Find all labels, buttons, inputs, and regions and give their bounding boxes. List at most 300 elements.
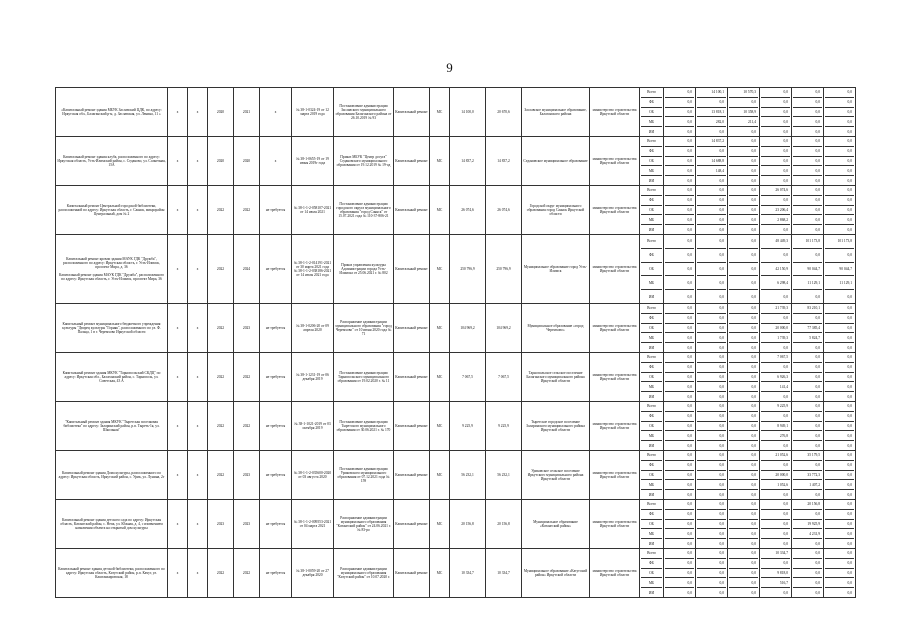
funding-amount: 0,0 [793, 489, 822, 499]
funding-amount: 4 231,9 [793, 528, 822, 538]
registration-cell: № 38-1-1-2-035600-2020 от 03 августа 2020 [292, 451, 334, 500]
funding-amount: 0,0 [761, 391, 790, 401]
funding-amount: 0,0 [793, 372, 822, 382]
funding-amount: 0,0 [761, 156, 790, 166]
funding-amount: 148,4 [697, 165, 726, 175]
objects-table [55, 87, 856, 598]
funding-source-label: Всего [647, 239, 656, 244]
funding-amount: 0,0 [729, 97, 758, 107]
ownership-cell: МС [430, 235, 450, 304]
funding-amount: 0,0 [751, 239, 756, 244]
funding-amount: 101 173,8 [837, 239, 852, 244]
funding-amount: 6 926,3 [761, 372, 790, 382]
funding-amount: 0,0 [761, 342, 790, 352]
customer-cell: Муниципальное образование «Катугский район» Иркутской области [522, 549, 590, 598]
funding-source-label: МБ [641, 165, 662, 175]
funding-source-label: ИИ [641, 538, 662, 548]
funding-amount: 0,0 [697, 558, 726, 568]
funding-amount: 0,0 [665, 342, 694, 352]
funding-source-label: ФБ [641, 146, 662, 156]
funding-amount: 83 210,1 [807, 306, 820, 311]
funding-amount: 0,0 [825, 577, 854, 587]
funding-source-label: ОБ [641, 205, 662, 215]
funding-amount: 0,0 [729, 248, 758, 262]
funding-amount: 0,0 [697, 577, 726, 587]
funding-amount: 0,0 [761, 224, 790, 234]
funding-amount: 0,0 [761, 509, 790, 519]
basis-document-cell: Постановление администрации городского округа муниципального образования "город Саянск" от 15.07.2021 года № 110-37-806-21 [334, 186, 394, 235]
expertise-cell: не требуется [260, 304, 292, 353]
funding-amount: 6 298,4 [761, 275, 790, 289]
funding-source-label: МБ [641, 214, 662, 224]
funding-amount: 0,0 [783, 139, 788, 144]
funding-amount: 0,0 [825, 313, 854, 323]
funding-amount: 0,0 [793, 342, 822, 352]
funding-amount: 10 358,9 [729, 107, 758, 117]
work-type-cell: Капитальный ремонт [394, 304, 430, 353]
funding-amount: 0,0 [665, 205, 694, 215]
funding-source-label: ОБ [641, 107, 662, 117]
funding-amount: 0,0 [719, 551, 724, 556]
funding-amount-column [664, 549, 696, 598]
funding-amount: 0,0 [793, 509, 822, 519]
funding-amount: 9 818,0 [761, 568, 790, 578]
funding-amount: 0,0 [729, 205, 758, 215]
funding-source-label: Всего [647, 139, 656, 144]
object-name-cell: "Капитальный ремонт здания МКУК "Тыретская поселковая библиотека" по адресу: Заларинский район, р.п. Тыреть-1я, ул. Школьная" [56, 402, 168, 451]
funding-source-label: ИИ [641, 489, 662, 499]
funding-source-label: Всего [647, 188, 656, 193]
end-year-cell: 2022 [234, 186, 260, 235]
funding-amount: 1 052,6 [761, 479, 790, 489]
funding-source-column [640, 500, 664, 549]
funding-amount: 0,0 [729, 411, 758, 421]
funding-amount: 0,0 [665, 538, 694, 548]
funding-amount: 0,0 [815, 139, 820, 144]
funding-amount: 0,0 [793, 248, 822, 262]
mark-cell-2: х [188, 137, 208, 186]
estimated-cost-cell: 26 074,6 [450, 186, 486, 235]
funding-source-label: Всего [647, 306, 656, 311]
funding-amount: 0,0 [825, 156, 854, 166]
work-type-cell: Капитальный ремонт [394, 451, 430, 500]
basis-document-cell: Постановление администрации Заславского муниципального образования Балаганского района от 26.10.2019 № 93 [334, 88, 394, 137]
table-row [56, 451, 856, 500]
funding-amount: 20 000,0 [761, 323, 790, 333]
mark-cell-2: х [188, 451, 208, 500]
funding-amount: 0,0 [729, 519, 758, 529]
funding-amount: 0,0 [729, 391, 758, 401]
funding-amount: 0,0 [793, 214, 822, 224]
funding-amount: 0,0 [665, 289, 694, 303]
funding-amount: 0,0 [793, 313, 822, 323]
funding-amount-column [760, 137, 792, 186]
work-type-cell: Капитальный ремонт [394, 186, 430, 235]
funding-amount: 21 052,6 [775, 453, 788, 458]
funding-source-label: ИИ [641, 440, 662, 450]
work-type-cell: Капитальный ремонт [394, 88, 430, 137]
funding-amount: 0,0 [665, 479, 694, 489]
funding-amount: 0,0 [729, 224, 758, 234]
funding-amount: 0,0 [665, 248, 694, 262]
funding-amount-column [760, 402, 792, 451]
funding-amount: 0,0 [729, 313, 758, 323]
funding-amount-column [824, 88, 856, 137]
basis-document-cell: Постановление администрации Уриковского муниципального образования от 07.12.2021 года № 159 [334, 451, 394, 500]
table-row [56, 353, 856, 402]
start-year-cell: 2022 [208, 304, 234, 353]
customer-cell: Седановское муниципальное образование [522, 137, 590, 186]
funding-amount-column [728, 353, 760, 402]
total-cost-cell: 26 074,6 [486, 186, 522, 235]
funding-source-label: МБ [641, 275, 662, 289]
funding-amount-column [824, 402, 856, 451]
funding-amount: 0,0 [793, 460, 822, 470]
start-year-cell: 2022 [208, 402, 234, 451]
funding-amount: 0,0 [793, 146, 822, 156]
funding-amount: 0,0 [793, 568, 822, 578]
total-cost-cell: 250 796,9 [486, 235, 522, 304]
mark-cell-2: х [188, 88, 208, 137]
funding-source-label: ФБ [641, 509, 662, 519]
funding-amount: 0,0 [697, 248, 726, 262]
registration-cell: № 38-1-1-2-058107-2021 от 14 июля 2021 [292, 186, 334, 235]
funding-amount: 0,0 [847, 355, 852, 360]
funding-source-column [640, 353, 664, 402]
funding-amount: 0,0 [793, 587, 822, 597]
funding-amount: 0,0 [697, 289, 726, 303]
mark-cell-1: х [168, 500, 188, 549]
funding-amount: 0,0 [825, 205, 854, 215]
funding-amount: 0,0 [825, 479, 854, 489]
mark-cell-2: х [188, 304, 208, 353]
funding-amount-column [696, 304, 728, 353]
funding-amount: 0,0 [697, 214, 726, 224]
end-year-cell: 2022 [234, 549, 260, 598]
funding-amount: 0,0 [719, 404, 724, 409]
funding-amount: 7 067,5 [777, 355, 788, 360]
funding-amount: 0,0 [847, 502, 852, 507]
funding-source-label: ФБ [641, 97, 662, 107]
work-type-cell: Капитальный ремонт [394, 402, 430, 451]
funding-amount: 0,0 [665, 528, 694, 538]
funding-amount-column [728, 304, 760, 353]
funding-amount: 5 824,7 [793, 332, 822, 342]
funding-amount: 0,0 [665, 577, 694, 587]
funding-amount-column [696, 549, 728, 598]
funding-amount: 0,0 [825, 411, 854, 421]
funding-amount: 0,0 [825, 519, 854, 529]
total-cost-cell: 7 067,5 [486, 353, 522, 402]
funding-amount: 20 000,0 [761, 470, 790, 480]
funding-amount: 0,0 [751, 355, 756, 360]
funding-amount: 0,0 [665, 391, 694, 401]
funding-amount: 0,0 [847, 404, 852, 409]
funding-amount-column [792, 304, 824, 353]
funding-amount: 0,0 [793, 205, 822, 215]
funding-amount: 0,0 [665, 421, 694, 431]
mark-cell-1: х [168, 353, 188, 402]
funding-amount: 14 837,2 [711, 139, 724, 144]
funding-amount-column [760, 235, 792, 304]
funding-amount: 0,0 [697, 489, 726, 499]
funding-amount: 0,0 [825, 528, 854, 538]
funding-amount: 0,0 [793, 440, 822, 450]
funding-amount: 0,0 [687, 239, 692, 244]
funding-amount: 0,0 [665, 460, 694, 470]
registration-cell: № 38-1-1-2-009553-2021 от 04 марта 2021 [292, 500, 334, 549]
funding-amount: 0,0 [761, 528, 790, 538]
funding-amount: 14 100,1 [711, 90, 724, 95]
table-body [56, 88, 856, 598]
funding-amount: 0,0 [793, 421, 822, 431]
basis-document-cell: Приказ управления культуры Администрации города Усть-Илимска от 25.06.2021 г. № 802 [334, 235, 394, 304]
funding-amount-column [792, 500, 824, 549]
end-year-cell: 2022 [234, 402, 260, 451]
funding-amount: 0,0 [687, 551, 692, 556]
funding-amount-column [696, 500, 728, 549]
funding-amount: 0,0 [719, 355, 724, 360]
funding-amount: 0,0 [697, 205, 726, 215]
funding-amount-column [728, 137, 760, 186]
funding-amount-column [760, 451, 792, 500]
start-year-cell: 2020 [208, 137, 234, 186]
funding-amount: 0,0 [697, 97, 726, 107]
funding-amount: 0,0 [793, 107, 822, 117]
funding-amount: 0,0 [761, 116, 790, 126]
mark-cell-1: х [168, 137, 188, 186]
mark-cell-1: х [168, 304, 188, 353]
mark-cell-1: х [168, 88, 188, 137]
funding-amount-column [728, 500, 760, 549]
funding-source-label: МБ [641, 332, 662, 342]
funding-amount: 0,0 [793, 289, 822, 303]
total-cost-cell: 9 225,9 [486, 402, 522, 451]
funding-amount: 0,0 [665, 214, 694, 224]
funding-amount: 0,0 [697, 587, 726, 597]
funding-amount: 0,0 [697, 195, 726, 205]
funding-amount: 0,0 [665, 107, 694, 117]
funding-amount: 48 449,3 [775, 239, 788, 244]
funding-amount: 0,0 [825, 430, 854, 440]
funding-amount: 0,0 [665, 313, 694, 323]
estimated-cost-cell: 250 796,9 [450, 235, 486, 304]
funding-amount-column [824, 451, 856, 500]
funding-amount: 0,0 [761, 519, 790, 529]
funding-amount: 0,0 [825, 116, 854, 126]
funding-amount: 0,0 [761, 289, 790, 303]
funding-amount: 0,0 [697, 332, 726, 342]
funding-amount-column [792, 137, 824, 186]
funding-amount: 0,0 [825, 342, 854, 352]
funding-amount: 11 129,1 [793, 275, 822, 289]
table-row [56, 88, 856, 137]
estimated-cost-cell: 14 100,0 [450, 88, 486, 137]
funding-amount: 77 385,4 [793, 323, 822, 333]
funding-source-label: ФБ [641, 248, 662, 262]
funding-amount-column [664, 235, 696, 304]
estimated-cost-cell: 9 225,9 [450, 402, 486, 451]
end-year-cell: 2024 [234, 235, 260, 304]
funding-amount-column [792, 353, 824, 402]
funding-amount: 0,0 [697, 391, 726, 401]
funding-amount: 0,0 [793, 391, 822, 401]
object-name-cell: Капитальный ремонт здания МКУК "Тарнопольский СКДЦ" по адресу: Иркутская обл., Балаганский район, с. Тарнополь, ул. Советская, 43 А [56, 353, 168, 402]
funding-amount: 21 739,3 [775, 306, 788, 311]
ownership-cell: МС [430, 186, 450, 235]
funding-source-label: ИИ [641, 289, 662, 303]
funding-source-label: ОБ [641, 323, 662, 333]
funding-amount: 0,0 [729, 214, 758, 224]
mark-cell-1: х [168, 451, 188, 500]
funding-amount: 90 044,7 [793, 262, 822, 276]
funding-amount: 0,0 [825, 195, 854, 205]
estimated-cost-cell: 56 232,1 [450, 451, 486, 500]
funding-amount-column [824, 549, 856, 598]
funding-source-column [640, 549, 664, 598]
funding-amount: 0,0 [665, 156, 694, 166]
funding-amount: 0,0 [697, 519, 726, 529]
funding-amount: 0,0 [729, 195, 758, 205]
funding-amount: 0,0 [729, 175, 758, 185]
funding-amount-column [824, 304, 856, 353]
funding-amount: 0,0 [665, 116, 694, 126]
funding-amount-column [664, 88, 696, 137]
funding-amount: 0,0 [793, 430, 822, 440]
funding-amount: 0,0 [729, 146, 758, 156]
funding-amount-column [664, 451, 696, 500]
funding-source-label: Всего [647, 502, 656, 507]
funding-amount: 0,0 [729, 126, 758, 136]
funding-amount: 0,0 [665, 195, 694, 205]
funding-amount: 0,0 [793, 156, 822, 166]
funding-amount-column [664, 186, 696, 235]
funding-source-label: Всего [647, 404, 656, 409]
funding-amount: 0,0 [687, 404, 692, 409]
funding-amount: 0,0 [729, 323, 758, 333]
funding-amount: 0,0 [719, 502, 724, 507]
funding-source-label: Всего [647, 453, 656, 458]
work-type-cell: Капитальный ремонт [394, 500, 430, 549]
funding-amount: 0,0 [793, 558, 822, 568]
funding-amount: 0,0 [761, 126, 790, 136]
funding-amount: 0,0 [793, 165, 822, 175]
funding-source-label: ИИ [641, 126, 662, 136]
funding-amount: 0,0 [793, 175, 822, 185]
funding-amount: 101 173,8 [805, 239, 820, 244]
end-year-cell: 2020 [234, 137, 260, 186]
funding-amount: 0,0 [729, 332, 758, 342]
funding-source-column [640, 451, 664, 500]
funding-amount: 0,0 [825, 146, 854, 156]
funding-amount: 0,0 [697, 362, 726, 372]
mark-cell-1: х [168, 186, 188, 235]
funding-amount: 0,0 [729, 489, 758, 499]
total-cost-cell: 20 156,8 [486, 500, 522, 549]
funding-amount: 0,0 [665, 587, 694, 597]
funding-amount: 13 818,1 [697, 107, 726, 117]
funding-amount-column [728, 549, 760, 598]
funding-amount: 0,0 [665, 411, 694, 421]
funding-amount: 1 407,2 [793, 479, 822, 489]
basis-document-cell: Приказ МБУК "Центр досуга" Седановского муниципального образования от 19.12.2019 № 19-од [334, 137, 394, 186]
funding-amount: 0,0 [729, 275, 758, 289]
funding-amount: 0,0 [793, 126, 822, 136]
funding-amount-column [792, 235, 824, 304]
estimated-cost-cell: 14 837,2 [450, 137, 486, 186]
funding-amount-column [728, 451, 760, 500]
funding-source-column [640, 137, 664, 186]
total-cost-cell: 10 334,7 [486, 549, 522, 598]
work-type-cell: Капитальный ремонт [394, 137, 430, 186]
customer-cell: Муниципальное образование город Усть-Илимск [522, 235, 590, 304]
end-year-cell: 2021 [234, 88, 260, 137]
funding-amount-column [760, 186, 792, 235]
registration-cell: № 38-1-0655-19 от 19 июня 2019г года [292, 137, 334, 186]
funding-amount: 0,0 [825, 214, 854, 224]
funding-amount: 0,0 [697, 411, 726, 421]
funding-amount: 0,0 [729, 362, 758, 372]
funding-amount: 0,0 [793, 116, 822, 126]
ministry-cell: министерство строительства Иркутской области [590, 353, 640, 402]
funding-amount: 0,0 [825, 97, 854, 107]
funding-amount: 0,0 [729, 440, 758, 450]
funding-amount-column [824, 235, 856, 304]
funding-amount: 0,0 [761, 489, 790, 499]
funding-source-column [640, 186, 664, 235]
funding-amount: 42 150,9 [761, 262, 790, 276]
funding-amount: 10 570,3 [743, 90, 756, 95]
funding-amount-column [728, 402, 760, 451]
funding-amount: 0,0 [761, 107, 790, 117]
funding-amount: 0,0 [687, 306, 692, 311]
ministry-cell: министерство строительства Иркутской области [590, 549, 640, 598]
funding-source-label: МБ [641, 430, 662, 440]
funding-source-label: ОБ [641, 421, 662, 431]
object-name-cell: Капитальный ремонт муниципального бюджетного учреждения культуры "Дворец культуры "Горняк", расположенного по ул. Ф. Пальца, 1 в г. Черемхово Иркутской области [56, 304, 168, 353]
end-year-cell: 2023 [234, 500, 260, 549]
funding-amount: 90 044,7 [825, 262, 854, 276]
table-row [56, 186, 856, 235]
object-name-cell: Капитальный ремонт здания детского сада по адресу: Иркутская область, Катангский район, с. Непа, ул. Южная, д. 4, с изменением назначения объекта на открытый дом культуры [56, 500, 168, 549]
ministry-cell: министерство строительства Иркутской области [590, 186, 640, 235]
funding-amount: 0,0 [687, 355, 692, 360]
funding-amount: 0,0 [761, 362, 790, 372]
funding-amount: 0,0 [697, 146, 726, 156]
funding-amount: 0,0 [687, 188, 692, 193]
funding-amount: 0,0 [761, 538, 790, 548]
customer-cell: Заславское муниципальное образование, Балаганского района [522, 88, 590, 137]
funding-amount: 0,0 [825, 558, 854, 568]
estimated-cost-cell: 104 969,2 [450, 304, 486, 353]
funding-amount: 0,0 [751, 306, 756, 311]
funding-amount-column [696, 186, 728, 235]
funding-amount-column [696, 353, 728, 402]
funding-amount: 0,0 [729, 587, 758, 597]
estimated-cost-cell: 10 334,7 [450, 549, 486, 598]
mark-cell-2: х [188, 186, 208, 235]
funding-amount: 282,0 [697, 116, 726, 126]
funding-amount: 0,0 [687, 90, 692, 95]
mark-cell-1: х [168, 549, 188, 598]
table-row [56, 137, 856, 186]
object-name-cell: Капитальный ремонт кровли здания МАУК ГДК "Дружба", расположенного по адресу: Иркутская область, г. Усть-Илимск, проспект Мира, д. 36 Капитальный ремонт здания МАУК ГДК "Дружба", расположенного по адресу: Иркутская область, г. Усть-Илимск, проспект Мира, 36 [56, 235, 168, 304]
customer-cell: Уриковское сельское поселение Иркутского муниципального района Иркутской области [522, 451, 590, 500]
funding-source-label: МБ [641, 479, 662, 489]
funding-source-column [640, 304, 664, 353]
funding-amount: 0,0 [761, 248, 790, 262]
funding-amount: 0,0 [729, 509, 758, 519]
